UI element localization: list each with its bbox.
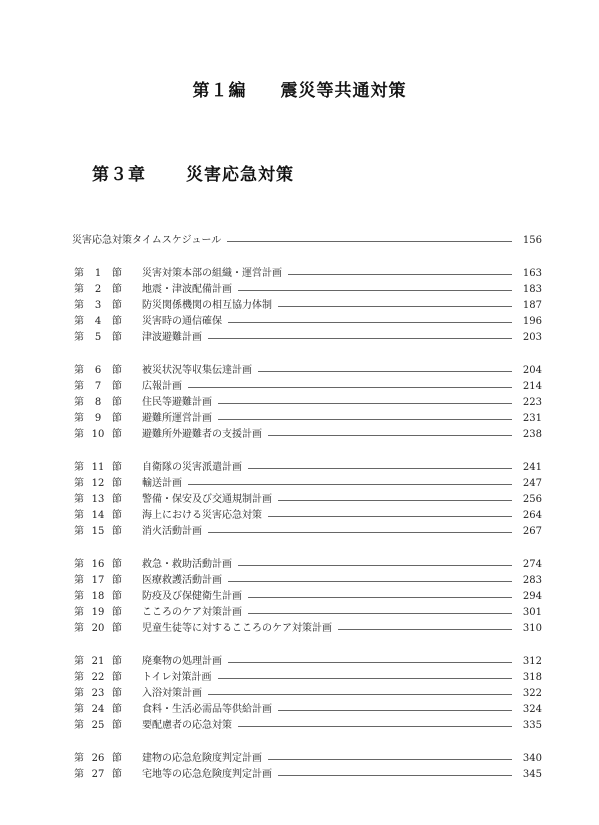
table-row[interactable]: [72, 767, 542, 783]
toc-entry-page: 204: [522, 365, 542, 376]
table-row[interactable]: [72, 686, 542, 702]
table-row[interactable]: [72, 654, 542, 670]
table-row[interactable]: [72, 314, 542, 330]
section-number: [72, 751, 124, 767]
toc-entry-title: 避難所外避難者の支援計画: [142, 427, 268, 443]
dotted-leader: [238, 726, 512, 727]
toc-entry-page: 335: [522, 720, 542, 731]
section-prefix: 第: [74, 607, 84, 618]
dotted-leader: [188, 484, 512, 485]
section-prefix: 第: [74, 720, 84, 731]
section-num: 24: [91, 704, 105, 715]
toc-row-intro[interactable]: [72, 233, 542, 249]
section-number: [72, 427, 124, 443]
section-suffix: 節: [112, 753, 122, 764]
section-num: 27: [91, 769, 105, 780]
section-prefix: 第: [74, 623, 84, 634]
section-number: [72, 266, 124, 282]
dotted-leader: [278, 306, 512, 307]
toc-entry-page: 324: [522, 704, 542, 715]
toc-entry-title: 消火活動計画: [142, 524, 208, 540]
section-suffix: 節: [112, 526, 122, 537]
section-suffix: 節: [112, 607, 122, 618]
toc-entry-page: 322: [522, 688, 542, 699]
section-number: [72, 379, 124, 395]
dotted-leader: [208, 532, 512, 533]
section-prefix: 第: [74, 526, 84, 537]
toc-group: [72, 363, 542, 443]
section-prefix: 第: [74, 753, 84, 764]
section-suffix: 節: [112, 688, 122, 699]
section-prefix: 第: [74, 381, 84, 392]
section-prefix: 第: [74, 332, 84, 343]
section-number: [72, 573, 124, 589]
toc-entry-title: 地震・津波配備計画: [142, 282, 238, 298]
dotted-leader: [238, 290, 512, 291]
section-num: 20: [91, 623, 105, 634]
section-prefix: 第: [74, 510, 84, 521]
dotted-leader: [248, 597, 512, 598]
toc-entry-page: 340: [522, 753, 542, 764]
toc-entry-title: 要配慮者の応急対策: [142, 718, 238, 734]
table-row[interactable]: [72, 379, 542, 395]
section-number: [72, 508, 124, 524]
toc-entry-page: 231: [522, 413, 542, 424]
toc-entry-page: 310: [522, 623, 542, 634]
section-prefix: 第: [74, 656, 84, 667]
toc-entry-title: 災害応急対策タイムスケジュール: [72, 233, 227, 249]
section-number: [72, 476, 124, 492]
dotted-leader: [238, 565, 512, 566]
toc-group: [72, 266, 542, 346]
section-prefix: 第: [74, 365, 84, 376]
table-row[interactable]: [72, 282, 542, 298]
section-number: [72, 718, 124, 734]
dotted-leader: [228, 662, 512, 663]
section-number: [72, 686, 124, 702]
toc-entry-page: 183: [522, 284, 542, 295]
toc-group: [72, 654, 542, 734]
table-row[interactable]: [72, 395, 542, 411]
section-prefix: 第: [74, 462, 84, 473]
dotted-leader: [258, 371, 512, 372]
toc-entry-page: 156: [522, 235, 542, 246]
section-number: [72, 411, 124, 427]
section-suffix: 節: [112, 510, 122, 521]
dotted-leader: [227, 241, 512, 242]
table-row[interactable]: [72, 605, 542, 621]
toc-entry-title: こころのケア対策計画: [142, 605, 248, 621]
section-num: 23: [91, 688, 105, 699]
section-num: 25: [91, 720, 105, 731]
section-number: [72, 605, 124, 621]
toc-entry-page: 283: [522, 575, 542, 586]
section-number: [72, 524, 124, 540]
toc-group: [72, 460, 542, 540]
toc-entry-page: 196: [522, 316, 542, 327]
section-prefix: 第: [74, 672, 84, 683]
section-suffix: 節: [112, 575, 122, 586]
toc-entry-page: 163: [522, 268, 542, 279]
section-number: [72, 702, 124, 718]
toc-entry-title: 津波避難計画: [142, 330, 208, 346]
table-row[interactable]: [72, 524, 542, 540]
part-title: [0, 76, 599, 101]
part-number: 第１編: [192, 81, 247, 101]
section-suffix: 節: [112, 300, 122, 311]
toc-entry-page: 301: [522, 607, 542, 618]
section-number: [72, 298, 124, 314]
toc-entry-title: 医療救護活動計画: [142, 573, 228, 589]
toc-entry-title: 広報計画: [142, 379, 188, 395]
toc-entry-page: 294: [522, 591, 542, 602]
dotted-leader: [278, 775, 512, 776]
section-suffix: 節: [112, 462, 122, 473]
section-number: [72, 460, 124, 476]
section-number: [72, 557, 124, 573]
section-number: [72, 330, 124, 346]
toc-entry-title: 児童生徒等に対するこころのケア対策計画: [142, 621, 338, 637]
toc-entry-title: 食料・生活必需品等供給計画: [142, 702, 278, 718]
toc-entry-page: 345: [522, 769, 542, 780]
table-row[interactable]: [72, 427, 542, 443]
section-num: 3: [94, 300, 102, 311]
dotted-leader: [228, 581, 512, 582]
toc-entry-page: 312: [522, 656, 542, 667]
section-num: 13: [91, 494, 105, 505]
toc-entry-title: 防災関係機関の相互協力体制: [142, 298, 278, 314]
section-num: 21: [91, 656, 105, 667]
table-row[interactable]: [72, 476, 542, 492]
section-prefix: 第: [74, 397, 84, 408]
section-num: 14: [91, 510, 105, 521]
section-suffix: 節: [112, 494, 122, 505]
section-suffix: 節: [112, 704, 122, 715]
dotted-leader: [248, 613, 512, 614]
part-name: 震災等共通対策: [280, 81, 407, 101]
toc-entry-page: 267: [522, 526, 542, 537]
toc-entry-title: 建物の応急危険度判定計画: [142, 751, 268, 767]
section-prefix: 第: [74, 769, 84, 780]
toc-entry-title: 住民等避難計画: [142, 395, 218, 411]
table-row[interactable]: [72, 298, 542, 314]
chapter-number: 第３章: [92, 165, 146, 185]
toc-group: [72, 557, 542, 637]
toc-entry-title: 海上における災害応急対策: [142, 508, 268, 524]
section-prefix: 第: [74, 559, 84, 570]
section-suffix: 節: [112, 591, 122, 602]
table-row[interactable]: [72, 573, 542, 589]
dotted-leader: [218, 419, 512, 420]
section-num: 1: [94, 268, 102, 279]
section-num: 19: [91, 607, 105, 618]
table-row[interactable]: [72, 266, 542, 282]
dotted-leader: [288, 274, 512, 275]
section-suffix: 節: [112, 397, 122, 408]
toc-entry-title: 災害対策本部の組織・運営計画: [142, 266, 288, 282]
table-row[interactable]: [72, 411, 542, 427]
dotted-leader: [218, 678, 512, 679]
section-number: [72, 589, 124, 605]
toc-entry-page: 274: [522, 559, 542, 570]
toc-entry-page: 247: [522, 478, 542, 489]
dotted-leader: [248, 468, 512, 469]
toc-entry-title: 防疫及び保健衛生計画: [142, 589, 248, 605]
toc-group: [72, 751, 542, 783]
table-row[interactable]: [72, 330, 542, 346]
section-num: 5: [94, 332, 102, 343]
section-num: 22: [91, 672, 105, 683]
toc-intro: [72, 233, 542, 249]
section-number: [72, 767, 124, 783]
toc-entry-page: 256: [522, 494, 542, 505]
table-row[interactable]: [72, 621, 542, 637]
dotted-leader: [228, 322, 512, 323]
section-prefix: 第: [74, 494, 84, 505]
section-number: [72, 670, 124, 686]
section-num: 10: [91, 429, 105, 440]
table-row[interactable]: [72, 751, 542, 767]
dotted-leader: [338, 629, 512, 630]
section-prefix: 第: [74, 300, 84, 311]
section-prefix: 第: [74, 478, 84, 489]
section-suffix: 節: [112, 720, 122, 731]
table-row[interactable]: [72, 460, 542, 476]
dotted-leader: [268, 759, 512, 760]
section-num: 26: [91, 753, 105, 764]
section-prefix: 第: [74, 284, 84, 295]
table-row[interactable]: [72, 363, 542, 379]
toc-entry-page: 214: [522, 381, 542, 392]
section-suffix: 節: [112, 316, 122, 327]
table-row[interactable]: [72, 702, 542, 718]
section-number: [72, 282, 124, 298]
section-number: [72, 621, 124, 637]
section-suffix: 節: [112, 429, 122, 440]
section-suffix: 節: [112, 268, 122, 279]
toc-entry-page: 238: [522, 429, 542, 440]
table-row[interactable]: [72, 508, 542, 524]
section-suffix: 節: [112, 332, 122, 343]
section-num: 7: [94, 381, 102, 392]
section-num: 15: [91, 526, 105, 537]
toc-entry-title: 自衛隊の災害派遣計画: [142, 460, 248, 476]
section-suffix: 節: [112, 478, 122, 489]
section-num: 8: [94, 397, 102, 408]
section-prefix: 第: [74, 688, 84, 699]
section-number: [72, 654, 124, 670]
section-prefix: 第: [74, 268, 84, 279]
chapter-title: [92, 160, 294, 185]
section-suffix: 節: [112, 365, 122, 376]
dotted-leader: [278, 500, 512, 501]
section-number: [72, 314, 124, 330]
section-prefix: 第: [74, 413, 84, 424]
section-prefix: 第: [74, 316, 84, 327]
section-num: 12: [91, 478, 105, 489]
dotted-leader: [268, 516, 512, 517]
dotted-leader: [208, 694, 512, 695]
toc-entry-page: 264: [522, 510, 542, 521]
toc-entry-page: 318: [522, 672, 542, 683]
toc-entry-title: 避難所運営計画: [142, 411, 218, 427]
section-prefix: 第: [74, 591, 84, 602]
toc-entry-title: 被災状況等収集伝達計画: [142, 363, 258, 379]
section-suffix: 節: [112, 559, 122, 570]
toc-entry-title: 廃棄物の処理計画: [142, 654, 228, 670]
toc-entry-title: 輸送計画: [142, 476, 188, 492]
dotted-leader: [268, 435, 512, 436]
section-prefix: 第: [74, 429, 84, 440]
toc-entry-title: 災害時の通信確保: [142, 314, 228, 330]
dotted-leader: [188, 387, 512, 388]
chapter-name: 災害応急対策: [186, 165, 294, 185]
table-row[interactable]: [72, 718, 542, 734]
section-suffix: 節: [112, 413, 122, 424]
table-row[interactable]: [72, 589, 542, 605]
section-suffix: 節: [112, 769, 122, 780]
section-num: 17: [91, 575, 105, 586]
section-suffix: 節: [112, 672, 122, 683]
toc-entry-title: 警備・保安及び交通規制計画: [142, 492, 278, 508]
dotted-leader: [218, 403, 512, 404]
section-prefix: 第: [74, 575, 84, 586]
toc-entry-page: 203: [522, 332, 542, 343]
section-num: 4: [94, 316, 102, 327]
section-number: [72, 492, 124, 508]
toc-entry-title: トイレ対策計画: [142, 670, 218, 686]
section-number: [72, 363, 124, 379]
section-num: 18: [91, 591, 105, 602]
section-suffix: 節: [112, 381, 122, 392]
toc-entry-title: 入浴対策計画: [142, 686, 208, 702]
section-num: 6: [94, 365, 102, 376]
toc-entry-page: 187: [522, 300, 542, 311]
toc-entry-page: 241: [522, 462, 542, 473]
toc-entry-title: 宅地等の応急危険度判定計画: [142, 767, 278, 783]
dotted-leader: [208, 338, 512, 339]
section-num: 11: [91, 462, 105, 473]
dotted-leader: [278, 710, 512, 711]
toc-entry-title: 救急・救助活動計画: [142, 557, 238, 573]
toc-entry-page: 223: [522, 397, 542, 408]
table-row[interactable]: [72, 557, 542, 573]
section-prefix: 第: [74, 704, 84, 715]
section-number: [72, 395, 124, 411]
section-suffix: 節: [112, 284, 122, 295]
section-suffix: 節: [112, 656, 122, 667]
table-row[interactable]: [72, 492, 542, 508]
table-row[interactable]: [72, 670, 542, 686]
section-num: 2: [94, 284, 102, 295]
section-num: 9: [94, 413, 102, 424]
section-suffix: 節: [112, 623, 122, 634]
section-num: 16: [91, 559, 105, 570]
